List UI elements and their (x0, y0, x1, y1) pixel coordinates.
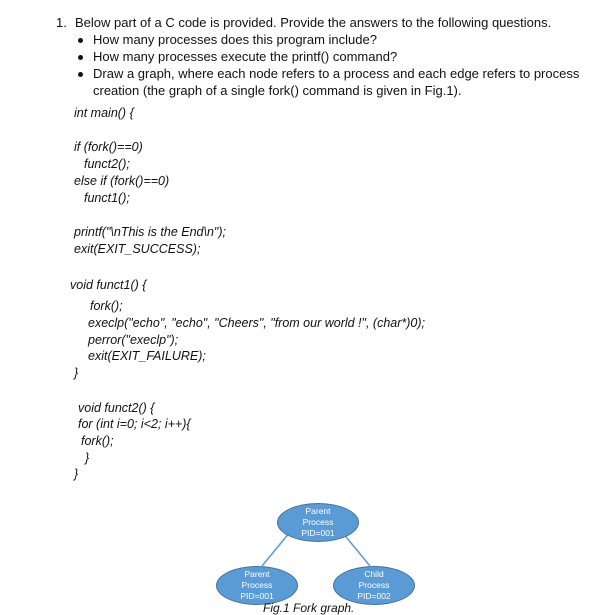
code-line: funct2(); (84, 157, 130, 171)
node-left-parent-process (216, 566, 298, 605)
code-funct1-close: } (74, 366, 79, 380)
question-number: 1. (56, 15, 67, 30)
node-right-child-process (333, 566, 415, 605)
node-root-line3: PID=001 (301, 528, 335, 538)
code-line: funct1(); (84, 191, 130, 205)
code-line: if (fork()==0) (74, 140, 143, 154)
code-main-signature: int main() { (74, 106, 134, 120)
node-left-line2: Process (241, 580, 273, 590)
node-left-line1: Parent (244, 569, 270, 579)
code-funct2-close: } (74, 467, 79, 481)
node-root-line1: Parent (305, 506, 331, 516)
code-line: fork(); (90, 299, 123, 313)
code-line: fork(); (81, 434, 114, 448)
node-root-parent-process (277, 503, 359, 542)
node-right-line1: Child (364, 569, 384, 579)
code-line: execlp("echo", "echo", "Cheers", "from our world !", (char*)0); (88, 316, 426, 330)
bullet-item-graph: Draw a graph, where each node refers to a process and each edge refers to process (93, 66, 580, 81)
code-line: exit(EXIT_FAILURE); (88, 349, 206, 363)
question-intro: Below part of a C code is provided. Provide the answers to the following questions. (75, 15, 552, 30)
code-line: printf("\nThis is the End\n"); (74, 225, 226, 239)
code-line: for (int i=0; i<2; i++){ (78, 417, 191, 431)
figure-caption: Fig.1 Fork graph. (263, 601, 355, 615)
edge-root-to-left (262, 532, 290, 566)
code-line: exit(EXIT_SUCCESS); (74, 242, 201, 256)
bullet-item-printf: How many processes execute the printf() command? (93, 49, 398, 64)
edge-root-to-right (342, 532, 370, 566)
code-funct2-signature: void funct2() { (78, 401, 155, 415)
bullet-item-graph-continued: creation (the graph of a single fork() command is given in Fig.1). (93, 83, 462, 98)
code-line: perror("execlp"); (88, 333, 179, 347)
node-root-line2: Process (302, 517, 334, 527)
node-left-line3: PID=001 (240, 591, 274, 601)
bullet-item-processes: How many processes does this program include? (93, 32, 377, 47)
code-funct1-signature: void funct1() { (70, 278, 147, 292)
code-line: } (85, 451, 90, 465)
node-right-line3: PID=002 (357, 591, 391, 601)
node-right-line2: Process (358, 580, 390, 590)
code-line: else if (fork()==0) (74, 174, 170, 188)
